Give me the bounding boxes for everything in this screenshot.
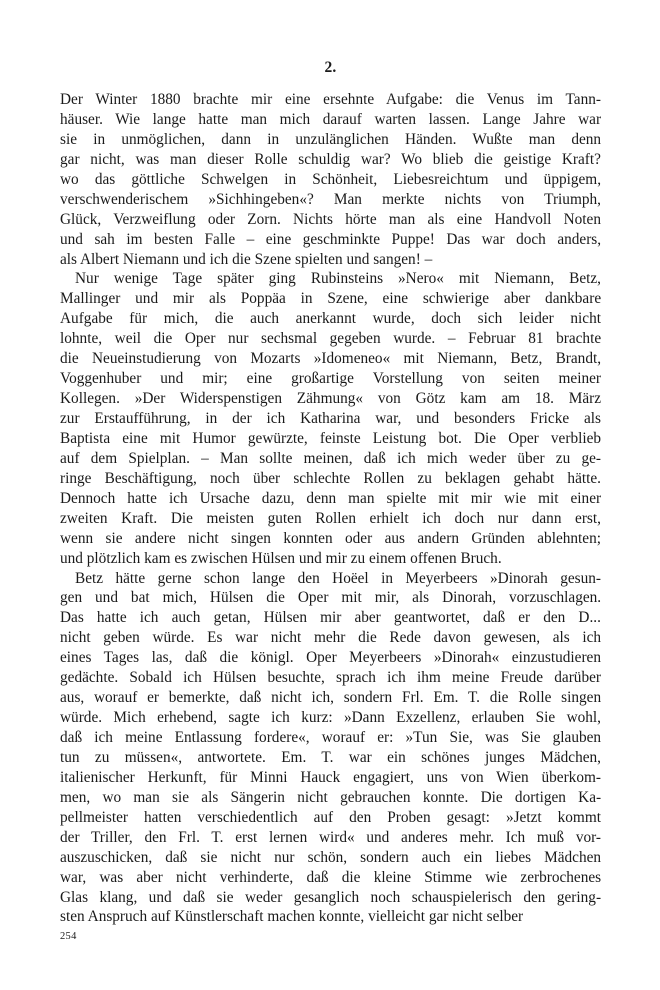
text-line: verschwenderischem »Sichhingeben«? Man merkte nichts von Triumph, xyxy=(60,190,601,208)
text-line: men, wo man sie als Sängerin nicht gebrauchen konnte. Die dortigen Ka- xyxy=(60,788,602,806)
text-line: nicht geben würde. Es war nicht mehr die Rede davon gewesen, als ich xyxy=(60,629,602,647)
section-heading: 2. xyxy=(324,59,337,76)
text-line: eines Tages las, daß die königl. Oper Meyerbeers »Dinorah« einzustudieren xyxy=(60,649,601,667)
text-line: wo das göttliche Schwelgen in Schönheit, Liebesreichtum und üppigem, xyxy=(60,170,602,188)
page-number: 254 xyxy=(60,931,77,942)
text-line: gedächte. Sobald ich Hülsen besuchte, sprach ich ihm meine Freude darüber xyxy=(60,669,601,687)
text-line: Das hatte ich auch getan, Hülsen mir aber geantwortet, daß er den D... xyxy=(60,609,601,627)
page-text-block xyxy=(60,58,601,927)
text-line: tun zu müssen«, antwortete. Em. T. war ein schönes junges Mädchen, xyxy=(60,748,601,766)
text-line: Dennoch hatte ich Ursache dazu, denn man spielte mit mir wie mit einer xyxy=(60,489,602,507)
text-line: Nur wenige Tage später ging Rubinsteins »Nero« mit Niemann, Betz, xyxy=(75,270,601,288)
text-line: als Albert Niemann und ich die Szene spielten und sangen! – xyxy=(60,250,433,268)
text-line: Betz hätte gerne schon lange den Hoëel in Meyerbeers »Dinorah gesun- xyxy=(75,569,601,587)
paragraph-2 xyxy=(60,269,601,568)
text-line: häuser. Wie lange hatte man mich darauf warten lassen. Lange Jahre war xyxy=(60,110,602,128)
text-line: und sah im besten Falle – eine geschminkte Puppe! Das war doch anders, xyxy=(60,230,602,248)
text-line: pellmeister hatten verschiedentlich auf den Proben gesagt: »Jetzt kommt xyxy=(60,808,601,826)
text-line: Mallinger und mir als Poppäa in Szene, eine schwierige aber dankbare xyxy=(60,290,602,308)
text-line: die Neueinstudierung von Mozarts »Idomeneo« mit Niemann, Betz, Brandt, xyxy=(60,350,602,368)
text-line: gen und bat mich, Hülsen die Oper mit mir, als Dinorah, vorzuschlagen. xyxy=(60,589,602,607)
text-line: daß ich meine Entlassung fordere«, worauf er: »Tun Sie, was Sie glauben xyxy=(60,729,602,746)
text-line: Kollegen. »Der Widerspenstigen Zähmung« von Götz kam am 18. März xyxy=(60,390,602,408)
text-line: lohnte, weil die Oper nur sechsmal gegeben wurde. – Februar 81 brachte xyxy=(60,330,602,348)
text-line: Baptista eine mit Humor gewürzte, feinste Leistung bot. Die Oper verblieb xyxy=(60,429,602,447)
text-line: auf dem Spielplan. – Man sollte meinen, daß ich mich weder über zu ge- xyxy=(60,449,602,467)
text-line: auszuschicken, daß sie nicht nur schön, sondern auch ein liebes Mädchen xyxy=(60,848,602,866)
text-line: Voggenhuber und mir; eine großartige Vorstellung von seiten meiner xyxy=(60,370,601,388)
text-line: ringe Beschäftigung, noch über schlechte Rollen zu beklagen gehabt hätte. xyxy=(60,469,601,487)
text-line: sten Anspruch auf Künstlerschaft machen konnte, vielleicht gar nicht selber xyxy=(60,908,524,926)
text-line: wenn sie andere nicht singen konnten oder aus andern Gründen ablehnten; xyxy=(60,529,601,547)
text-line: Glück, Verzweiflung oder Zorn. Nichts hörte man als eine Handvoll Noten xyxy=(60,210,601,228)
text-line: Glas klang, und daß sie weder gesanglich noch schauspielerisch den gering- xyxy=(60,888,602,906)
text-line: war, was aber nicht verhinderte, daß die kleine Stimme wie zerbrochenes xyxy=(60,868,602,886)
text-line: und plötzlich kam es zwischen Hülsen und mir zu einem offenen Bruch. xyxy=(60,549,502,567)
text-line: aus, worauf er bemerkte, daß nicht ich, sondern Frl. Em. T. die Rolle singen xyxy=(60,689,602,707)
text-line: Aufgabe für mich, die auch anerkannt wurde, doch sich leider nicht xyxy=(60,310,601,328)
text-line: italienischer Herkunft, für Minni Hauck engagiert, uns von Wien überkom- xyxy=(60,768,601,786)
text-line: zur Erstaufführung, in der ich Katharina war, und besonders Fricke als xyxy=(60,410,601,427)
paragraph-1 xyxy=(60,90,601,269)
text-line: der Triller, den Frl. T. erst lernen wird« und anderes mehr. Ich muß vor- xyxy=(60,828,601,846)
text-line: gar nicht, was man dieser Rolle schuldig war? Wo blieb die geistige Kraft? xyxy=(60,150,601,168)
paragraph-3 xyxy=(60,569,601,928)
text-line: würde. Mich erhebend, sagte ich kurz: »Dann Exzellenz, erlauben Sie wohl, xyxy=(60,709,601,727)
text-line: sie in unmöglichen, dann in unzulänglichen Händen. Wußte man denn xyxy=(60,130,602,148)
text-line: zweiten Kraft. Die meisten guten Rollen erhielt ich doch nur dann erst, xyxy=(60,509,601,527)
text-line: Der Winter 1880 brachte mir eine ersehnte Aufgabe: die Venus im Tann- xyxy=(60,91,601,108)
